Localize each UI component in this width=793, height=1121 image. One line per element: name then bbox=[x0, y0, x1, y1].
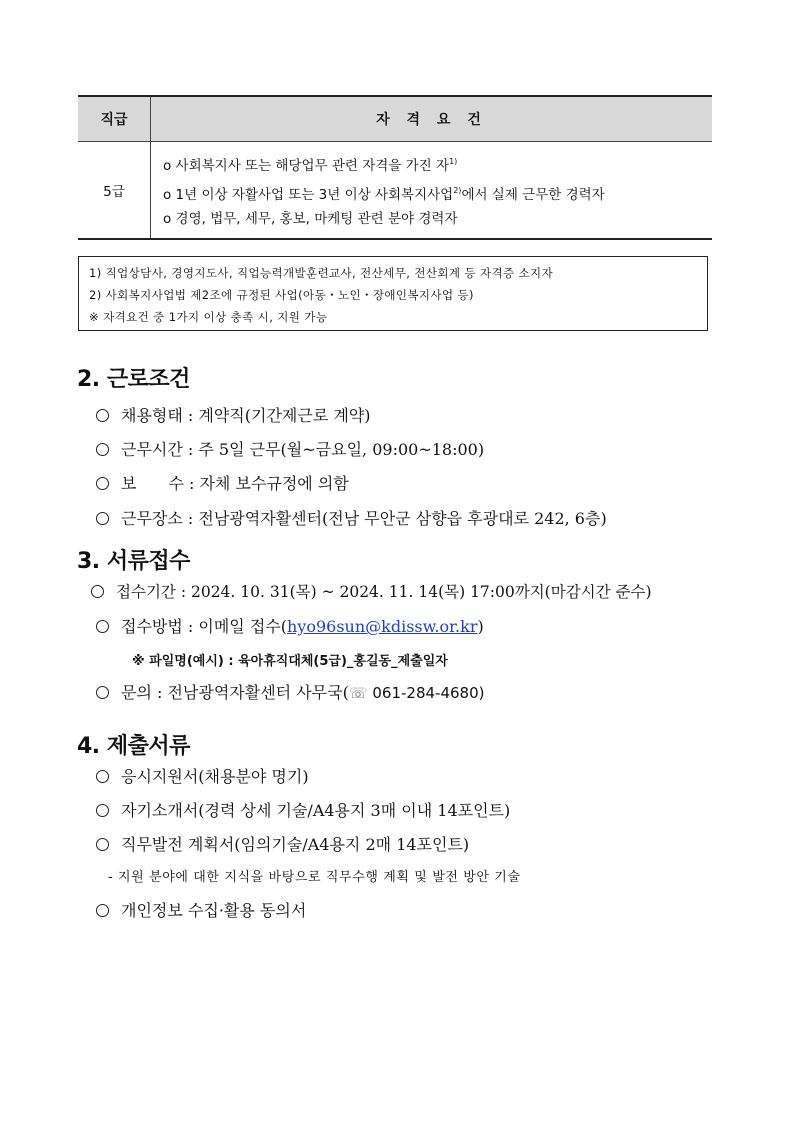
list-item-text: 응시지원서(채용분야 명기) bbox=[121, 767, 309, 786]
footnote-line: 1) 직업상담사, 경영지도사, 직업능력개발훈련교사, 전산세무, 전산회계 등 자격증 소지자 bbox=[89, 266, 554, 280]
contact-phone: 061-284-4680) bbox=[367, 684, 485, 702]
requirement-item bbox=[163, 205, 712, 234]
list-item bbox=[96, 403, 371, 426]
requirements-header: 자 격 요 건 bbox=[151, 96, 713, 142]
table-header-row bbox=[78, 96, 712, 142]
list-item bbox=[96, 764, 309, 787]
list-item-text: 접수방법 : 이메일 접수( bbox=[121, 617, 287, 636]
list-item-text: 개인정보 수집·활용 동의서 bbox=[121, 901, 307, 920]
circle-bullet-icon bbox=[96, 804, 109, 817]
circle-bullet-icon bbox=[96, 409, 109, 422]
list-item-text: 근무시간 : 주 5일 근무(월~금요일, 09:00~18:00) bbox=[121, 440, 485, 459]
grade-cell: 5급 bbox=[78, 142, 151, 240]
circle-bullet-icon bbox=[96, 477, 109, 490]
footnote-mark: 1) bbox=[449, 156, 458, 166]
footnotes-box bbox=[78, 256, 708, 331]
list-item bbox=[96, 680, 484, 703]
circle-bullet-icon bbox=[96, 686, 109, 699]
circle-bullet-icon bbox=[96, 838, 109, 851]
list-item-text: 직무발전 계획서(임의기술/A4용지 2매 14포인트) bbox=[121, 835, 470, 854]
list-item bbox=[91, 580, 652, 602]
list-item bbox=[96, 471, 349, 494]
list-item-text: 접수기간 : 2024. 10. 31(목) ~ 2024. 11. 14(목) 17:00까지(마감시간 준수) bbox=[116, 583, 652, 601]
list-item bbox=[96, 437, 484, 460]
requirement-item bbox=[163, 176, 712, 205]
list-item-text: 문의 : 전남광역자활센터 사무국( bbox=[121, 683, 349, 702]
list-item-text: 채용형태 : 계약직(기간제근로 계약) bbox=[121, 406, 371, 425]
requirement-text-continued: 에서 실제 근무한 경력자 bbox=[461, 186, 605, 203]
circle-bullet-icon bbox=[96, 620, 109, 633]
requirement-text: o 경영, 법무, 세무, 홍보, 마케팅 관련 분야 경력자 bbox=[163, 210, 458, 227]
list-item-text: ) bbox=[477, 617, 484, 636]
requirement-text: o 1년 이상 자활사업 또는 3년 이상 사회복지사업 bbox=[163, 186, 454, 203]
circle-bullet-icon bbox=[96, 770, 109, 783]
footnote-line: ※ 자격요건 중 1가지 이상 충족 시, 지원 가능 bbox=[89, 310, 328, 324]
requirement-item bbox=[163, 147, 712, 176]
list-item bbox=[96, 798, 510, 821]
section-title-documents: 4. 제출서류 bbox=[77, 734, 190, 759]
circle-bullet-icon bbox=[96, 904, 109, 917]
circle-bullet-icon bbox=[96, 443, 109, 456]
qualification-table bbox=[78, 95, 712, 240]
section-title-working-conditions: 2. 근로조건 bbox=[77, 367, 190, 392]
table-row bbox=[78, 142, 712, 240]
footnote-mark: 2) bbox=[453, 185, 462, 195]
email-link[interactable]: hyo96sun@kdissw.or.kr bbox=[287, 617, 478, 636]
footnote-line: 2) 사회복지사업법 제2조에 규정된 사업(아동・노인・장애인복지사업 등) bbox=[89, 288, 474, 302]
phone-icon: ☏ bbox=[348, 684, 368, 702]
circle-bullet-icon bbox=[91, 585, 104, 598]
grade-header: 직급 bbox=[78, 96, 151, 142]
list-item bbox=[96, 898, 306, 921]
list-item bbox=[96, 614, 484, 637]
filename-example-note: ※ 파일명(예시) : 육아휴직대체(5급)_홍길동_제출일자 bbox=[132, 654, 448, 669]
circle-bullet-icon bbox=[96, 512, 109, 525]
list-item-text: 근무장소 : 전남광역자활센터(전남 무안군 삼향읍 후광대로 242, 6층) bbox=[121, 509, 607, 528]
list-item-text: 보 수 : 자체 보수규정에 의함 bbox=[121, 474, 349, 493]
requirement-text: o 사회복지사 또는 해당업무 관련 자격을 가진 자 bbox=[163, 157, 450, 174]
sub-list-item: - 지원 분야에 대한 지식을 바탕으로 직무수행 계획 및 발전 방안 기술 bbox=[108, 870, 521, 885]
list-item bbox=[96, 832, 469, 855]
list-item bbox=[96, 506, 607, 529]
list-item-text: 자기소개서(경력 상세 기술/A4용지 3매 이내 14포인트) bbox=[121, 801, 511, 820]
section-title-application: 3. 서류접수 bbox=[77, 549, 190, 574]
requirements-cell bbox=[151, 142, 713, 240]
